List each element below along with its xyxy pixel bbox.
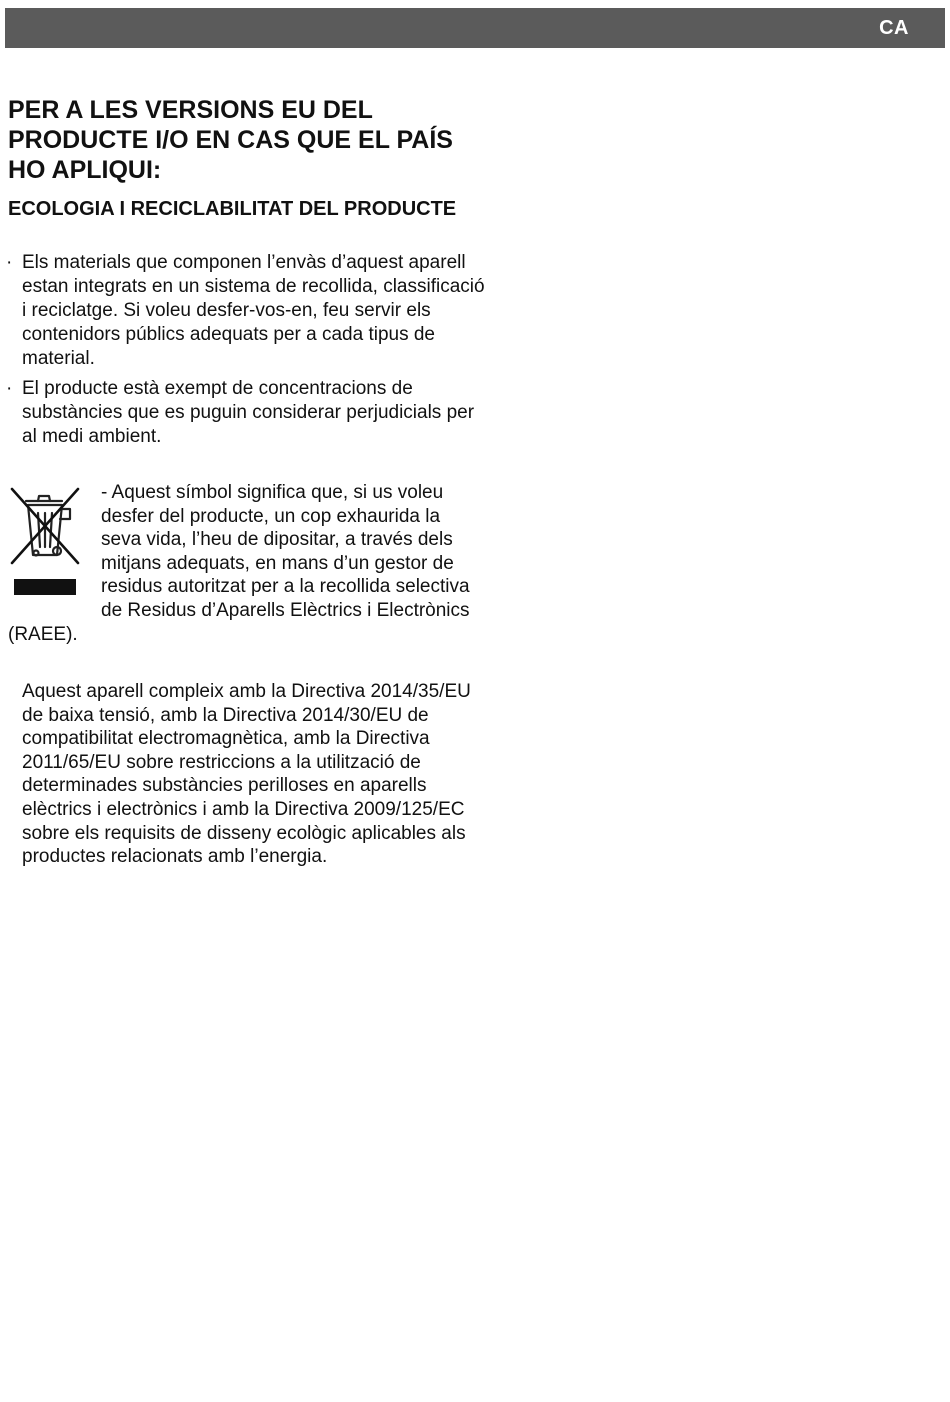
- weee-text: - Aquest símbol significa que, si us voleu desfer del producte, un cop exhaurida la seva vida, l’heu de dipositar, a través dels mitjans adequats, en mans d’un gestor de residus autoritzat per a la recollida selectiva de Residus d’Aparells Elèctrics i Electrònics (RAEE).: [8, 482, 470, 645]
- bullet-mark: ·: [6, 252, 13, 273]
- list-item: [8, 377, 488, 449]
- directive-paragraph: Aquest aparell compleix amb la Directiva 2014/35/EU de baixa tensió, amb la Directiva 2014/30/EU de compatibilitat electromagnètica, amb la Directiva 2011/65/EU sobre restriccions a la utilització de determinades substàncies perilloses en aparells elèctrics i electrònics i amb la Directiva 2009/125/EC sobre els requisits de disseny ecològic aplicables als productes relacionats amb l’energia.: [22, 681, 471, 868]
- language-code: CA: [879, 17, 909, 39]
- weee-paragraph: [8, 481, 478, 646]
- bullet-text: El producte està exempt de concentracions de substàncies que es puguin considerar perjudicials per al medi ambient.: [22, 378, 475, 447]
- weee-icon-spacer: [8, 481, 101, 599]
- page-title: PER A LES VERSIONS EU DEL PRODUCTE I/O EN CAS QUE EL PAÍS HO APLIQUI:: [8, 96, 453, 184]
- bullet-mark: ·: [6, 378, 13, 399]
- header-bar: [5, 8, 945, 48]
- ecology-bullet-list: [8, 251, 488, 455]
- section-heading: ECOLOGIA I RECICLABILITAT DEL PRODUCTE: [8, 198, 457, 220]
- list-item: [8, 251, 488, 371]
- bullet-text: Els materials que componen l’envàs d’aquest aparell estan integrats en un sistema de recollida, classificació i reciclatge. Si voleu desfer-vos-en, feu servir els contenidors públics adequats per a cada tipus de material.: [22, 252, 485, 369]
